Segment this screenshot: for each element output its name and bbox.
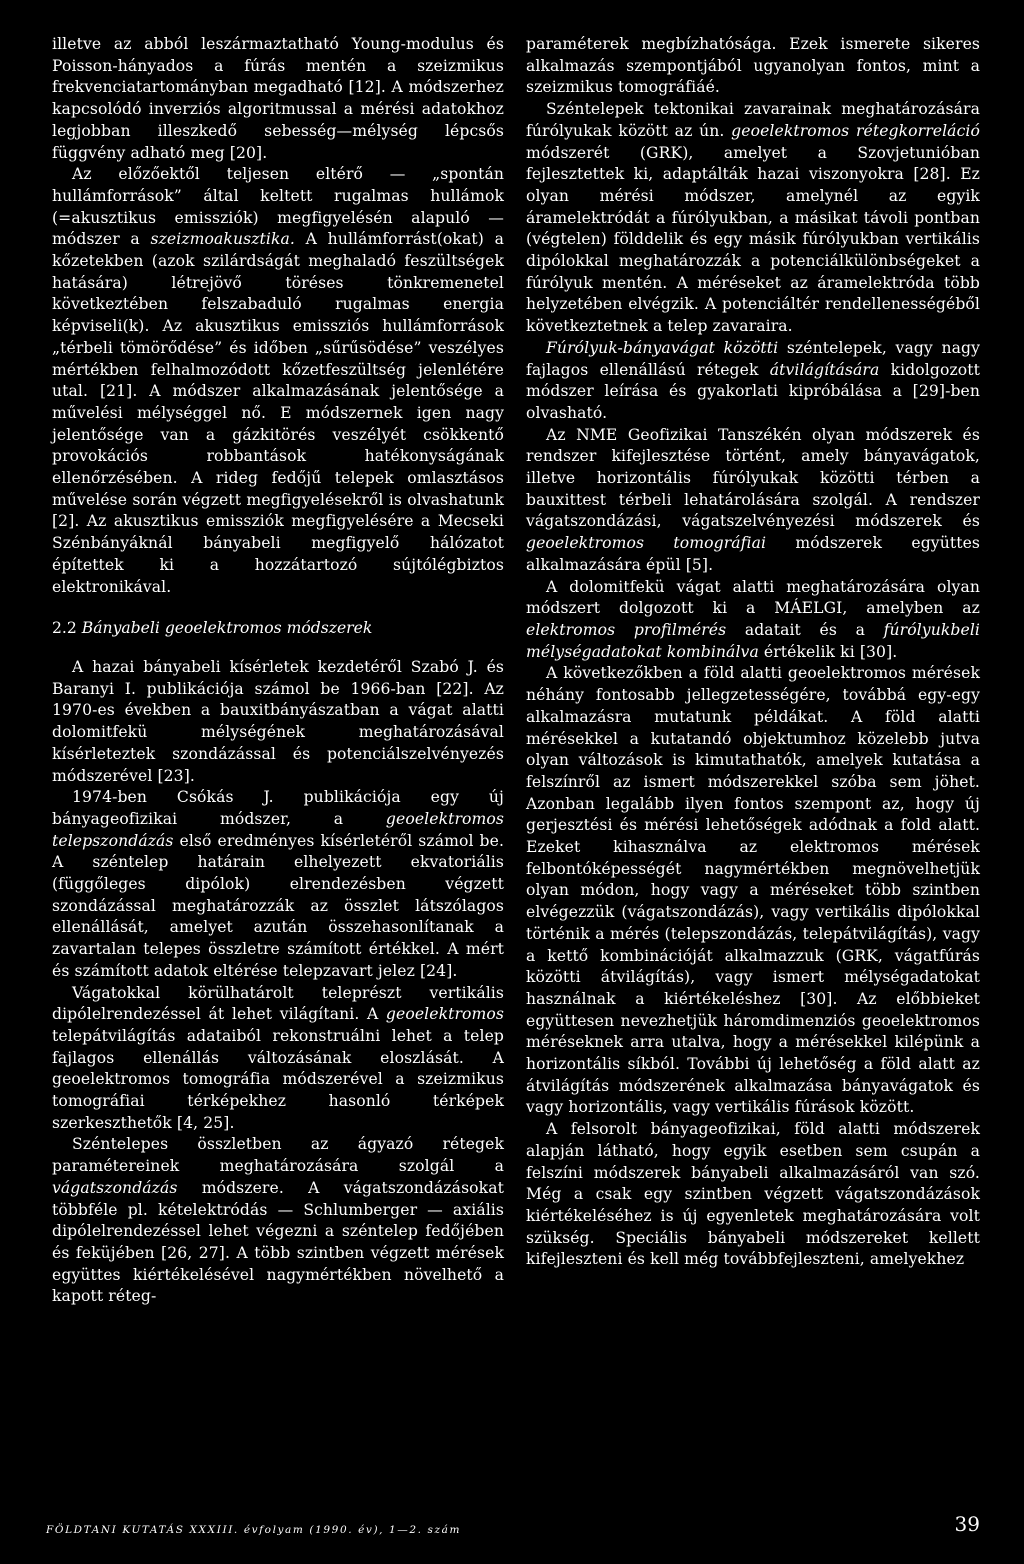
paragraph: Az NME Geofizikai Tanszékén olyan módszerek és rendszer kifejlesztése történt, amely bányavágatok, illetve horizontális fúrólyukak közötti térben a bauxittest térbeli lehatárolására szolgál. A rendszer vágatszondázási, vágatszelvényezési módszerek és geoelektromos tomográfiai módszerek együttes alkalmazására épül [5]. (526, 425, 980, 574)
section-title: Bányabeli geoelektromos módszerek (81, 619, 373, 638)
paragraph: A dolomitfekü vágat alatti meghatározására olyan módszert dolgozott ki a MÁELGI, amelyben az elektromos profilmérés adatait és a fúrólyukbeli mélységadatokat kombinálva értékelik ki [30]. (526, 577, 980, 661)
paragraph: A következőkben a föld alatti geoelektromos mérések néhány fontosabb jellegzetességére, továbbá egy-egy alkalmazásra mutatunk példákat. A föld alatti mérésekkel a kutatandó objektumhoz közelebb jutva olyan változások is kimutathatók, amelyek kutatása a felszínről az ismert módszerekkel szóba sem jöhet. Azonban legalább ilyen fontos szempont az, hogy új gerjesztési és mérési lehetőségek adódnak a fold alatt. Ezeket kihasználva az elektromos mérések felbontóképességét nagymértékben megnövelhetjük olyan módon, hogy vagy a méréseket több szintben elvégezzük (vágatszondázás), vagy vertikális dipólokkal történik a mérés (telepszondázás, telepátvilágítás), vagy a kettő kombinációját alkalmazzuk (GRK, vágatfúrás közötti átvilágítás), vagy ismert mélységadatokat használnak a kiértékeléshez [30]. Az előbbieket együttesen nevezhetjük háromdimenziós geoelektromos méréseknek arra utalva, hogy a mérésekkel kilépünk a horizontális síkból. További új lehetőség a föld alatt az átvilágítás módszerének alkalmazása bányavágatok és vagy horizontális, vagy vertikális fúrások között. (526, 664, 980, 1117)
section-number: 2.2 (52, 619, 77, 638)
paragraph: A felsorolt bányageofizikai, föld alatti módszerek alapján látható, hogy egyik esetben sem csupán a felszíni módszerek bányabeli alkalmazásáról van szó. Még a csak egy szintben végzett vágatszondázások kiértékeléséhez is új egyenletek meghatározására volt szükség. Speciális bányabeli módszereket kellett kifejleszteni és kell még továbbfejleszteni, amelyekhez (526, 1120, 980, 1269)
paragraph: A hazai bányabeli kísérletek kezdetéről Szabó J. és Baranyi I. publikációja számol be 1966-ban [22]. Az 1970-es években a bauxitbányászatban a vágat alatti dolomitfekü mélységének meghatározásával kísérleteztek szondázással és potenciálszelvényezés módszerével [23]. (52, 657, 504, 785)
paragraph: Fúrólyuk-bányavágat közötti széntelepek, vagy nagy fajlagos ellenállású rétegek átvilágítására kidolgozott módszer leírása és gyakorlati kipróbálása a [29]-ben olvasható. (526, 338, 980, 422)
paragraph: Az előzőektől teljesen eltérő — „spontán hullámforrások” által keltett rugalmas hullámok (=akusztikus emissziók) megfigyelésén alapuló — módszer a szeizmoakusztika. A hullámforrást(okat) a kőzetekben (azok szilárdságát meghaladó feszültségek hatására) létrejövő töréses tönkremenetel következtében felszabaduló rugalmas energia képviseli(k). Az akusztikus emissziós hullámforrások „térbeli tömörődése” és időben „sűrűsödése” veszélyes mértékben felhalmozódott kőzetfeszültség jelenlétére utal. [21]. A módszer alkalmazásának jelentősége a művelési mélységgel nő. E módszernek igen nagy jelentősége van a gázkitörés veszélyét csökkentő provokációs robbantások hatékonyságának ellenőrzésében. A rideg fedőjű telepek omlasztásos művelése során végzett megfigyelésekről is olvashatunk [2]. Az akusztikus emissziók megfigyelésére a Mecseki Szénbányáknál bányabeli megfigyelő hálózatot építettek ki a hozzátartozó sújtólégbiztos elektronikával. (52, 165, 504, 596)
right-column (526, 34, 980, 1271)
left-column (52, 34, 504, 1308)
paragraph: 1974-ben Csókás J. publikációja egy új bányageofizikai módszer, a geoelektromos telepszondázás első eredményes kísérletéről számol be. A széntelep határain elhelyezett ekvatoriális (függőleges dipólok) elrendezésben végzett szondázással meghatározzák az összlet látszólagos ellenállását, amelyet azután összehasonlítanak a zavartalan telepes összletre számított értékkel. A mért és számított adatok eltérése telepzavart jelez [24]. (52, 788, 504, 980)
paragraph: Széntelepek tektonikai zavarainak meghatározására fúrólyukak között az ún. geoelektromos rétegkorreláció módszerét (GRK), amelyet a Szovjetunióban fejlesztettek ki, adaptálták hazai viszonyokra [28]. Ez olyan mérési módszer, amelynél az egyik áramelektródát a fúrólyukban, a másikat távoli pontban (végtelen) földdelik és egy másik fúrólyukban vertikális dipólokkal meghatározzák a potenciálkülönbségeket a fúrólyuk mentén. A méréseket az áramelektróda több helyzetében elvégzik. A potenciáltér rendellenességéből következtetnek a telep zavaraira. (526, 100, 980, 336)
paragraph: Vágatokkal körülhatárolt teleprészt vertikális dipólelrendezéssel át lehet világítani. A geoelektromos telepátvilágítás adataiból rekonstruálni lehet a telep fajlagos ellenállás változásának eloszlását. A geoelektromos tomográfia módszerével a szeizmikus tomográfiai térképekhez hasonló térképek szerkeszthetők [4, 25]. (52, 983, 504, 1132)
page-number: 39 (954, 1512, 980, 1536)
journal-footer: FÖLDTANI KUTATÁS XXXIII. évfolyam (1990. év), 1—2. szám (46, 1524, 462, 1536)
paragraph: illetve az abból leszármaztatható Young-modulus és Poisson-hányados a fúrás mentén a szeizmikus frekvenciatartományban megadható [12]. A módszerhez kapcsolódó inverziós algoritmussal a mérési adatokhoz legjobban illeszkedő sebesség—mélység lépcsős függvény adható meg [20]. (52, 35, 504, 162)
paragraph: paraméterek megbízhatósága. Ezek ismerete sikeres alkalmazás szempontjából ugyanolyan fontos, mint a szeizmikus tomográfiáé. (526, 35, 980, 97)
section-heading (52, 618, 504, 640)
paragraph: Széntelepes összletben az ágyazó rétegek paramétereinek meghatározására szolgál a vágatszondázás módszere. A vágatszondázásokat többféle pl. kételektródás — Schlumberger — axiális dipólelrendezéssel lehet végezni a széntelep fedőjében és feküjében [26, 27]. A több szintben végzett mérések együttes kiértékelésével nagymértékben növelhető a kapott réteg- (52, 1135, 504, 1306)
